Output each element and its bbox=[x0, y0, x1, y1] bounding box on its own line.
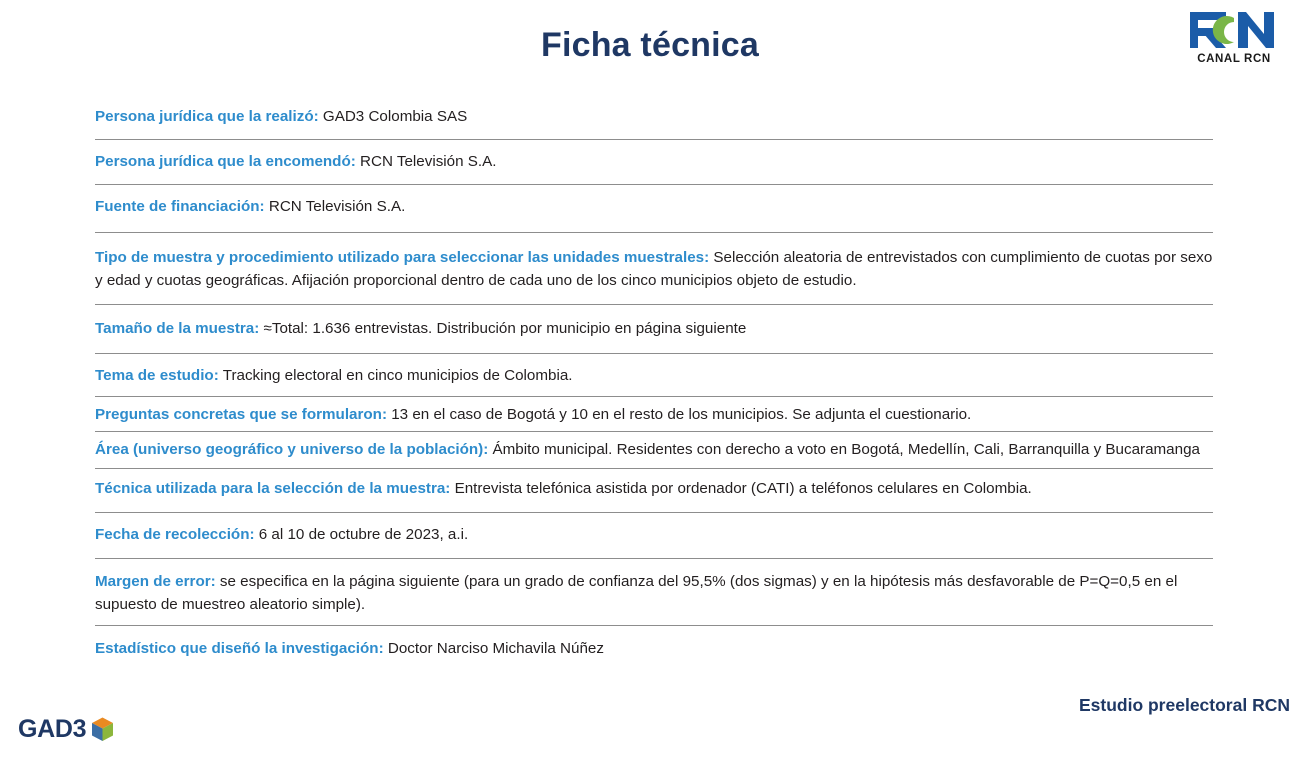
table-row bbox=[95, 397, 1213, 433]
gad3-wordmark: GAD3 bbox=[18, 715, 87, 743]
row-label: Tema de estudio: bbox=[95, 367, 219, 385]
ficha-tecnica-table bbox=[95, 104, 1213, 665]
row-label: Margen de error: bbox=[95, 573, 216, 591]
rcn-wordmark: CANAL RCN bbox=[1197, 53, 1271, 65]
table-row bbox=[95, 469, 1213, 513]
table-row bbox=[95, 626, 1213, 665]
row-value: se especifica en la página siguiente (para un grado de confianza del 95,5% (dos sigmas) y en la hipótesis más desfavorable de P=Q=0,5 en el supuesto de muestreo aleatorio simple). bbox=[95, 573, 1178, 614]
row-text bbox=[95, 318, 1213, 341]
row-text bbox=[95, 438, 1213, 461]
table-row bbox=[95, 185, 1213, 233]
row-label: Preguntas concretas que se formularon: bbox=[95, 405, 388, 423]
row-label: Estadístico que diseñó la investigación: bbox=[95, 640, 384, 658]
row-value: Doctor Narciso Michavila Núñez bbox=[383, 640, 604, 658]
row-text bbox=[95, 196, 1213, 219]
row-value: RCN Televisión S.A. bbox=[264, 198, 406, 215]
table-row bbox=[95, 104, 1213, 140]
page-title: Ficha técnica bbox=[540, 26, 760, 64]
footer-study-label: Estudio preelectoral RCN bbox=[1078, 695, 1290, 715]
row-label: Técnica utilizada para la selección de la muestra: bbox=[95, 480, 451, 498]
row-value: 6 al 10 de octubre de 2023, a.i. bbox=[254, 525, 469, 543]
row-value: GAD3 Colombia SAS bbox=[318, 108, 468, 125]
row-label: Tamaño de la muestra: bbox=[95, 319, 260, 337]
row-value: Entrevista telefónica asistida por ordenador (CATI) a teléfonos celulares en Colombia. bbox=[450, 480, 1032, 498]
row-label: Persona jurídica que la realizó: bbox=[95, 108, 319, 125]
row-text bbox=[95, 151, 1213, 174]
row-text bbox=[95, 478, 1213, 501]
row-text bbox=[95, 524, 1213, 547]
table-row bbox=[95, 559, 1213, 626]
row-value: Ámbito municipal. Residentes con derecho a voto en Bogotá, Medellín, Cali, Barranquilla y Bucaramanga bbox=[488, 441, 1200, 459]
row-value: 13 en el caso de Bogotá y 10 en el resto de los municipios. Se adjunta el cuestionario. bbox=[387, 405, 972, 423]
gad3-cube-icon bbox=[91, 717, 114, 742]
rcn-monogram-icon bbox=[1186, 8, 1278, 52]
table-row bbox=[95, 305, 1213, 355]
row-value: Tracking electoral en cinco municipios de Colombia. bbox=[218, 367, 573, 385]
table-row bbox=[95, 354, 1213, 397]
table-row bbox=[95, 432, 1213, 469]
table-row bbox=[95, 233, 1213, 305]
page-footer bbox=[0, 695, 1300, 760]
row-text bbox=[95, 246, 1213, 292]
row-label: Persona jurídica que la encomendó: bbox=[95, 152, 356, 170]
row-label: Tipo de muestra y procedimiento utilizado para seleccionar las unidades muestrales: bbox=[95, 248, 710, 266]
row-value: ≈Total: 1.636 entrevistas. Distribución por municipio en página siguiente bbox=[259, 319, 747, 337]
row-text bbox=[95, 106, 1213, 129]
gad3-logo bbox=[18, 715, 114, 744]
row-text bbox=[95, 365, 1213, 388]
row-value: Selección aleatoria de entrevistados con cumplimiento de cuotas por sexo y edad y cuotas geográficas. Afijación proporcional dentro de cada uno de los cinco municipios objeto de estudio. bbox=[95, 248, 1213, 289]
table-row bbox=[95, 513, 1213, 560]
canal-rcn-logo bbox=[1186, 8, 1282, 65]
row-text bbox=[95, 404, 1213, 427]
row-label: Fuente de financiación: bbox=[95, 198, 265, 215]
page-header bbox=[0, 0, 1300, 92]
row-value: RCN Televisión S.A. bbox=[355, 152, 497, 170]
row-label: Fecha de recolección: bbox=[95, 525, 255, 543]
row-label: Área (universo geográfico y universo de la población): bbox=[95, 441, 489, 459]
row-text bbox=[95, 570, 1213, 616]
table-row bbox=[95, 140, 1213, 186]
row-text bbox=[95, 638, 1213, 661]
